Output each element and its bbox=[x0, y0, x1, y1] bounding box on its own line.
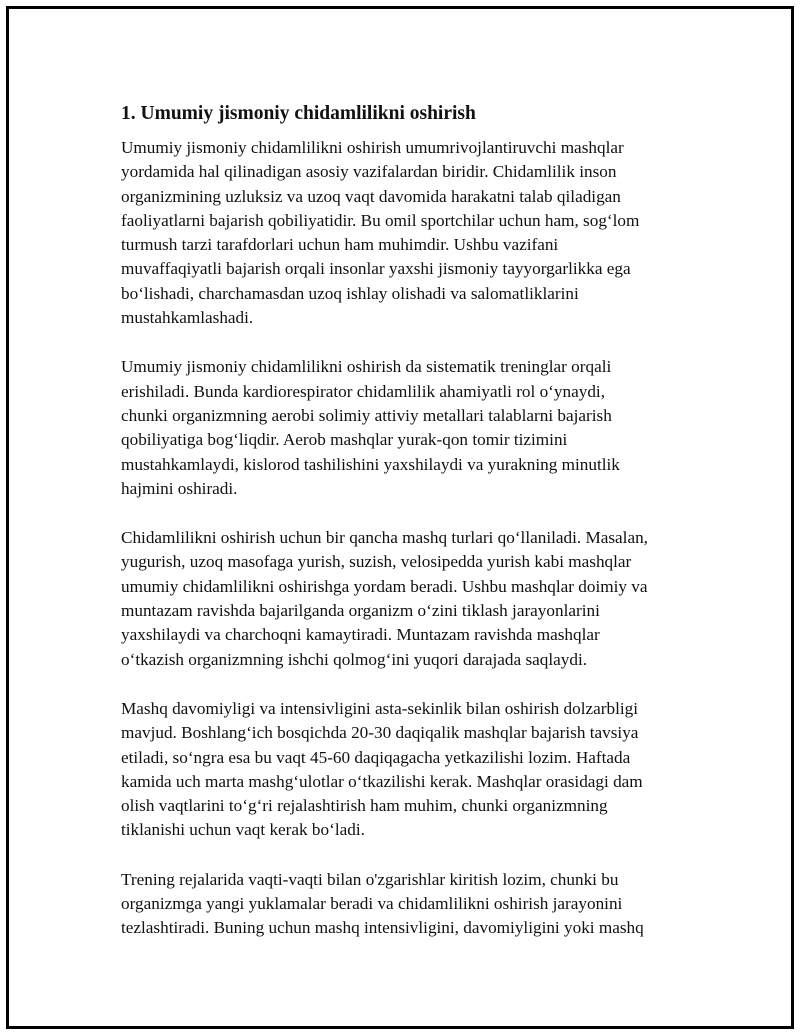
text-line: yugurish, uzoq masofaga yurish, suzish, velosipedda yurish kabi mashqlar bbox=[121, 552, 632, 572]
text-line: muvaffaqiyatli bajarish orqali insonlar yaxshi jismoniy tayyorgarlikka ega bbox=[121, 259, 631, 279]
text-line: umumiy chidamlilikni oshirishga yordam beradi. Ushbu mashqlar doimiy va bbox=[121, 576, 648, 596]
document-body bbox=[121, 101, 701, 966]
text-line: chunki organizmning aerobi solimiy attiviy metallari talablarni bajarish bbox=[121, 405, 612, 425]
text-line: qobiliyatiga bog‘liqdir. Aerob mashqlar yurak-qon tomir tizimini bbox=[121, 430, 568, 450]
text-line: Umumiy jismoniy chidamlilikni oshirish umumrivojlantiruvchi mashqlar bbox=[121, 138, 624, 157]
text-line: faoliyatlarni bajarish qobiliyatidir. Bu omil sportchilar uchun ham, sog‘lom bbox=[121, 210, 640, 230]
text-line: Mashq davomiyligi va intensivligini asta-sekinlik bilan oshirish dolzarbligi bbox=[121, 698, 638, 718]
text-line: Umumiy jismoniy chidamlilikni oshirish da sistematik treninglar orqali bbox=[121, 357, 612, 377]
text-line: o‘tkazish organizmning ishchi qolmog‘ini yuqori darajada saqlaydi. bbox=[121, 649, 588, 669]
text-line: yordamida hal qilinadigan asosiy vazifalardan biridir. Chidamlilik inson bbox=[121, 162, 617, 182]
text-line: yaxshilaydi va charchoqni kamaytiradi. Muntazam ravishda mashqlar bbox=[121, 625, 600, 645]
text-line: turmush tarzi tarafdorlari uchun ham muhimdir. Ushbu vazifani bbox=[121, 235, 559, 255]
paragraph-5 bbox=[121, 868, 701, 941]
text-line: tiklanishi uchun vaqt kerak bo‘ladi. bbox=[121, 820, 365, 840]
text-line: Chidamlilikni oshirish uchun bir qancha mashq turlari qo‘llaniladi. Masalan, bbox=[121, 528, 648, 548]
text-line: mustahkamlaydi, kislorod tashilishini yaxshilaydi va yurakning minutlik bbox=[121, 454, 620, 474]
text-line: etiladi, so‘ngra esa bu vaqt 45-60 daqiqagacha yetkazilishi lozim. Haftada bbox=[121, 747, 631, 767]
text-line: organizmining uzluksiz va uzoq vaqt davomida harakatni talab qiladigan bbox=[121, 186, 621, 206]
text-line: mavjud. Boshlang‘ich bosqichda 20-30 daqiqalik mashqlar bajarish tavsiya bbox=[121, 723, 639, 743]
text-line: kamida uch marta mashg‘ulotlar o‘tkazilishi kerak. Mashqlar orasidagi dam bbox=[121, 771, 643, 791]
text-line: bo‘lishadi, charchamasdan uzoq ishlay olishadi va salomatliklarini bbox=[121, 283, 579, 303]
paragraph-1 bbox=[121, 136, 701, 330]
text-line: hajmini oshiradi. bbox=[121, 478, 238, 498]
text-line: Trening rejalarida vaqti-vaqti bilan o'zgarishlar kiritish lozim, chunki bu bbox=[121, 869, 619, 889]
paragraph-2 bbox=[121, 355, 701, 501]
text-line: erishiladi. Bunda kardiorespirator chidamlilik ahamiyatli rol o‘ynaydi, bbox=[121, 381, 605, 401]
text-line: olish vaqtlarini to‘g‘ri rejalashtirish ham muhim, chunki organizmning bbox=[121, 796, 608, 816]
text-line: muntazam ravishda bajarilganda organizm o‘zini tiklash jarayonlarini bbox=[121, 601, 600, 621]
page-frame bbox=[6, 6, 794, 1029]
paragraph-4 bbox=[121, 697, 701, 843]
text-line: tezlashtiradi. Buning uchun mashq intensivligini, davomiyligini yoki mashq bbox=[121, 918, 644, 938]
paragraph-3 bbox=[121, 526, 701, 672]
section-heading: 1. Umumiy jismoniy chidamlilikni oshirish bbox=[121, 103, 476, 124]
text-line: organizmga yangi yuklamalar beradi va chidamlilikni oshirish jarayonini bbox=[121, 894, 623, 914]
text-line: mustahkamlashadi. bbox=[121, 308, 254, 328]
